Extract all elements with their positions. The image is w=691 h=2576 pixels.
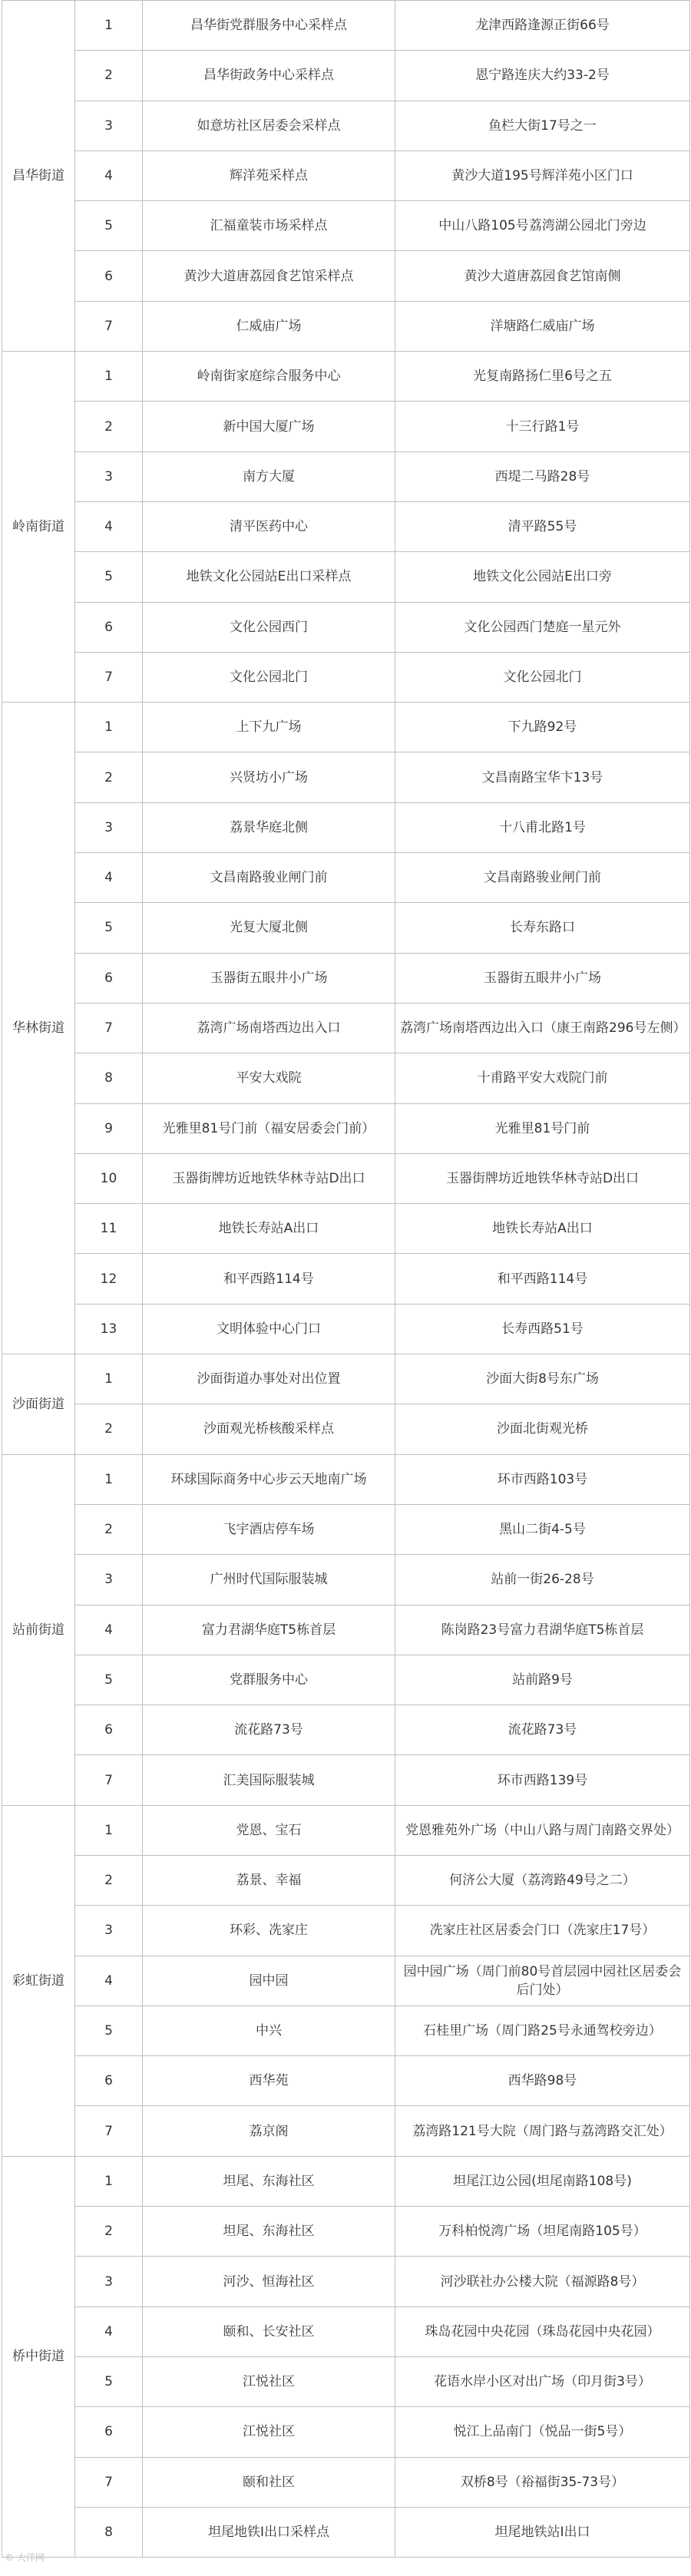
site-address-cell: 清平路55号 bbox=[395, 501, 690, 551]
site-address-cell: 黑山二街4-5号 bbox=[395, 1504, 690, 1554]
site-address-cell: 坦尾江边公园(坦尾南路108号) bbox=[395, 2156, 690, 2206]
site-address-cell: 十三行路1号 bbox=[395, 402, 690, 451]
site-name-cell: 颐和、长安社区 bbox=[143, 2306, 395, 2356]
row-number-cell: 4 bbox=[75, 1956, 143, 2006]
row-number-cell: 3 bbox=[75, 1906, 143, 1956]
table-row bbox=[2, 352, 690, 402]
site-name-cell: 文化公园西门 bbox=[143, 602, 395, 652]
site-address-cell: 何济公大厦（荔湾路49号之二） bbox=[395, 1855, 690, 1905]
row-number-cell: 2 bbox=[75, 51, 143, 101]
site-address-cell: 地铁长寿站A出口 bbox=[395, 1204, 690, 1254]
row-number-cell: 11 bbox=[75, 1204, 143, 1254]
table-row bbox=[2, 752, 690, 802]
site-name-cell: 清平医药中心 bbox=[143, 501, 395, 551]
row-number-cell: 4 bbox=[75, 150, 143, 200]
site-name-cell: 园中园 bbox=[143, 1956, 395, 2006]
table-row bbox=[2, 1, 690, 51]
row-number-cell: 7 bbox=[75, 2106, 143, 2156]
site-name-cell: 坦尾、东海社区 bbox=[143, 2156, 395, 2206]
site-address-cell: 下九路92号 bbox=[395, 703, 690, 752]
site-name-cell: 西华苑 bbox=[143, 2056, 395, 2106]
table-row bbox=[2, 1605, 690, 1655]
site-address-cell: 园中园广场（周门前80号首层园中园社区居委会后门处） bbox=[395, 1956, 690, 2006]
site-name-cell: 环球国际商务中心步云天地南广场 bbox=[143, 1454, 395, 1504]
row-number-cell: 4 bbox=[75, 1605, 143, 1655]
site-name-cell: 新中国大厦广场 bbox=[143, 402, 395, 451]
site-address-cell: 石桂里广场（周门路25号永通驾校旁边） bbox=[395, 2006, 690, 2055]
site-address-cell: 文昌南路骏业闸门前 bbox=[395, 853, 690, 903]
site-name-cell: 南方大厦 bbox=[143, 451, 395, 501]
site-name-cell: 仁威庙广场 bbox=[143, 301, 395, 351]
site-name-cell: 荔京阁 bbox=[143, 2106, 395, 2156]
row-number-cell: 1 bbox=[75, 703, 143, 752]
site-address-cell: 长寿东路口 bbox=[395, 903, 690, 953]
row-number-cell: 4 bbox=[75, 501, 143, 551]
site-address-cell: 恩宁路连庆大约33-2号 bbox=[395, 51, 690, 101]
table-row bbox=[2, 2356, 690, 2406]
table-row bbox=[2, 251, 690, 301]
street-name-cell: 华林街道 bbox=[2, 703, 75, 1354]
table-row bbox=[2, 51, 690, 101]
site-address-cell: 中山八路105号荔湾湖公园北门旁边 bbox=[395, 201, 690, 251]
table-row bbox=[2, 201, 690, 251]
site-address-cell: 党恩雅苑外广场（中山八路与周门南路交界处） bbox=[395, 1805, 690, 1855]
row-number-cell: 5 bbox=[75, 552, 143, 602]
row-number-cell: 1 bbox=[75, 1805, 143, 1855]
table-row bbox=[2, 1204, 690, 1254]
site-name-cell: 岭南街家庭综合服务中心 bbox=[143, 352, 395, 402]
row-number-cell: 2 bbox=[75, 1504, 143, 1554]
table-row bbox=[2, 1956, 690, 2006]
table-row bbox=[2, 301, 690, 351]
table-row bbox=[2, 2056, 690, 2106]
site-name-cell: 中兴 bbox=[143, 2006, 395, 2055]
site-address-cell: 黄沙大道唐荔园食艺馆南侧 bbox=[395, 251, 690, 301]
table-row bbox=[2, 552, 690, 602]
row-number-cell: 13 bbox=[75, 1304, 143, 1354]
site-address-cell: 文昌南路宝华卞13号 bbox=[395, 752, 690, 802]
site-name-cell: 黄沙大道唐荔园食艺馆采样点 bbox=[143, 251, 395, 301]
street-name-cell: 彩虹街道 bbox=[2, 1805, 75, 2156]
site-name-cell: 广州时代国际服装城 bbox=[143, 1555, 395, 1605]
site-name-cell: 荔湾广场南塔西边出入口 bbox=[143, 1003, 395, 1053]
table-row bbox=[2, 1555, 690, 1605]
row-number-cell: 4 bbox=[75, 2306, 143, 2356]
row-number-cell: 8 bbox=[75, 2507, 143, 2557]
site-address-cell: 冼家庄社区居委会门口（冼家庄17号） bbox=[395, 1906, 690, 1956]
site-address-cell: 西华路98号 bbox=[395, 2056, 690, 2106]
row-number-cell: 5 bbox=[75, 1655, 143, 1705]
row-number-cell: 1 bbox=[75, 1, 143, 51]
table-row bbox=[2, 1504, 690, 1554]
table-row bbox=[2, 2257, 690, 2306]
table-body bbox=[2, 1, 690, 2558]
site-name-cell: 流花路73号 bbox=[143, 1705, 395, 1755]
street-name-cell: 昌华街道 bbox=[2, 1, 75, 352]
table-row bbox=[2, 1454, 690, 1504]
site-address-cell: 光复南路扬仁里6号之五 bbox=[395, 352, 690, 402]
site-name-cell: 光复大厦北侧 bbox=[143, 903, 395, 953]
table-row bbox=[2, 150, 690, 200]
street-name-cell: 岭南街道 bbox=[2, 352, 75, 703]
table-row bbox=[2, 1755, 690, 1805]
row-number-cell: 2 bbox=[75, 2207, 143, 2257]
row-number-cell: 6 bbox=[75, 602, 143, 652]
site-address-cell: 玉器街五眼井小广场 bbox=[395, 953, 690, 1003]
table-row bbox=[2, 1003, 690, 1053]
row-number-cell: 3 bbox=[75, 101, 143, 150]
site-address-cell: 万科柏悦湾广场（坦尾南路105号） bbox=[395, 2207, 690, 2257]
table-row bbox=[2, 2156, 690, 2206]
site-address-cell: 西堤二马路28号 bbox=[395, 451, 690, 501]
row-number-cell: 5 bbox=[75, 2356, 143, 2406]
site-name-cell: 如意坊社区居委会采样点 bbox=[143, 101, 395, 150]
row-number-cell: 12 bbox=[75, 1254, 143, 1304]
row-number-cell: 5 bbox=[75, 2006, 143, 2055]
site-name-cell: 飞宇酒店停车场 bbox=[143, 1504, 395, 1554]
site-address-cell: 长寿西路51号 bbox=[395, 1304, 690, 1354]
table-row bbox=[2, 1254, 690, 1304]
row-number-cell: 1 bbox=[75, 1354, 143, 1404]
table-row bbox=[2, 1153, 690, 1203]
row-number-cell: 3 bbox=[75, 451, 143, 501]
site-address-cell: 文化公园北门 bbox=[395, 652, 690, 702]
site-name-cell: 沙面街道办事处对出位置 bbox=[143, 1354, 395, 1404]
row-number-cell: 1 bbox=[75, 1454, 143, 1504]
table-row bbox=[2, 2207, 690, 2257]
site-name-cell: 和平西路114号 bbox=[143, 1254, 395, 1304]
table-row bbox=[2, 1906, 690, 1956]
table-row bbox=[2, 903, 690, 953]
site-address-cell: 黄沙大道195号辉洋苑小区门口 bbox=[395, 150, 690, 200]
row-number-cell: 3 bbox=[75, 802, 143, 852]
table-row bbox=[2, 2507, 690, 2557]
row-number-cell: 8 bbox=[75, 1053, 143, 1103]
site-name-cell: 党恩、宝石 bbox=[143, 1805, 395, 1855]
site-name-cell: 江悦社区 bbox=[143, 2407, 395, 2457]
row-number-cell: 6 bbox=[75, 2407, 143, 2457]
site-name-cell: 平安大戏院 bbox=[143, 1053, 395, 1103]
site-address-cell: 沙面大街8号东广场 bbox=[395, 1354, 690, 1404]
row-number-cell: 7 bbox=[75, 301, 143, 351]
row-number-cell: 7 bbox=[75, 652, 143, 702]
table-row bbox=[2, 2106, 690, 2156]
table-row bbox=[2, 953, 690, 1003]
site-address-cell: 洋塘路仁威庙广场 bbox=[395, 301, 690, 351]
site-name-cell: 荔景华庭北侧 bbox=[143, 802, 395, 852]
table-row bbox=[2, 402, 690, 451]
row-number-cell: 7 bbox=[75, 1755, 143, 1805]
row-number-cell: 6 bbox=[75, 2056, 143, 2106]
street-name-cell: 沙面街道 bbox=[2, 1354, 75, 1455]
table-row bbox=[2, 1103, 690, 1153]
street-name-cell: 站前街道 bbox=[2, 1454, 75, 1805]
site-name-cell: 荔景、幸福 bbox=[143, 1855, 395, 1905]
row-number-cell: 7 bbox=[75, 1003, 143, 1053]
table-row bbox=[2, 501, 690, 551]
row-number-cell: 6 bbox=[75, 251, 143, 301]
table-row bbox=[2, 1655, 690, 1705]
row-number-cell: 5 bbox=[75, 903, 143, 953]
row-number-cell: 1 bbox=[75, 352, 143, 402]
site-address-cell: 玉器街牌坊近地铁华林寺站D出口 bbox=[395, 1153, 690, 1203]
site-address-cell: 文化公园西门楚庭一星元外 bbox=[395, 602, 690, 652]
site-address-cell: 陈岗路23号富力君湖华庭T5栋首层 bbox=[395, 1605, 690, 1655]
row-number-cell: 7 bbox=[75, 2457, 143, 2507]
row-number-cell: 3 bbox=[75, 2257, 143, 2306]
site-address-cell: 地铁文化公园站E出口旁 bbox=[395, 552, 690, 602]
site-address-cell: 十八甫北路1号 bbox=[395, 802, 690, 852]
table-row bbox=[2, 1705, 690, 1755]
site-address-cell: 环市西路139号 bbox=[395, 1755, 690, 1805]
site-address-cell: 站前一街26-28号 bbox=[395, 1555, 690, 1605]
site-name-cell: 坦尾地铁I出口采样点 bbox=[143, 2507, 395, 2557]
table-row bbox=[2, 2457, 690, 2507]
table-row bbox=[2, 1304, 690, 1354]
site-address-cell: 双桥8号（裕福街35-73号） bbox=[395, 2457, 690, 2507]
row-number-cell: 6 bbox=[75, 1705, 143, 1755]
site-address-cell: 鱼栏大街17号之一 bbox=[395, 101, 690, 150]
table-row bbox=[2, 602, 690, 652]
row-number-cell: 4 bbox=[75, 853, 143, 903]
site-address-cell: 沙面北街观光桥 bbox=[395, 1404, 690, 1454]
site-name-cell: 辉洋苑采样点 bbox=[143, 150, 395, 200]
site-name-cell: 汇美国际服装城 bbox=[143, 1755, 395, 1805]
site-address-cell: 荔湾广场南塔西边出入口（康王南路296号左侧） bbox=[395, 1003, 690, 1053]
table-row bbox=[2, 2306, 690, 2356]
site-name-cell: 河沙、恒海社区 bbox=[143, 2257, 395, 2306]
row-number-cell: 1 bbox=[75, 2156, 143, 2206]
site-name-cell: 富力君湖华庭T5栋首层 bbox=[143, 1605, 395, 1655]
site-name-cell: 昌华街政务中心采样点 bbox=[143, 51, 395, 101]
table-row bbox=[2, 2407, 690, 2457]
site-address-cell: 十甫路平安大戏院门前 bbox=[395, 1053, 690, 1103]
table-row bbox=[2, 802, 690, 852]
site-address-cell: 流花路73号 bbox=[395, 1705, 690, 1755]
site-name-cell: 文化公园北门 bbox=[143, 652, 395, 702]
site-name-cell: 沙面观光桥核酸采样点 bbox=[143, 1404, 395, 1454]
testing-sites-table-container bbox=[2, 0, 689, 2558]
row-number-cell: 6 bbox=[75, 953, 143, 1003]
row-number-cell: 2 bbox=[75, 752, 143, 802]
table-row bbox=[2, 853, 690, 903]
site-name-cell: 江悦社区 bbox=[143, 2356, 395, 2406]
street-name-cell: 桥中街道 bbox=[2, 2156, 75, 2557]
site-name-cell: 玉器街牌坊近地铁华林寺站D出口 bbox=[143, 1153, 395, 1203]
site-address-cell: 龙津西路逢源正街66号 bbox=[395, 1, 690, 51]
site-address-cell: 河沙联社办公楼大院（福源路8号） bbox=[395, 2257, 690, 2306]
site-name-cell: 昌华街党群服务中心采样点 bbox=[143, 1, 395, 51]
site-name-cell: 汇福童装市场采样点 bbox=[143, 201, 395, 251]
site-name-cell: 党群服务中心 bbox=[143, 1655, 395, 1705]
table-row bbox=[2, 451, 690, 501]
site-name-cell: 地铁长寿站A出口 bbox=[143, 1204, 395, 1254]
site-address-cell: 荔湾路121号大院（周门路与荔湾路交汇处） bbox=[395, 2106, 690, 2156]
site-address-cell: 站前路9号 bbox=[395, 1655, 690, 1705]
site-name-cell: 光雅里81号门前（福安居委会门前） bbox=[143, 1103, 395, 1153]
testing-sites-table bbox=[2, 0, 690, 2558]
site-name-cell: 环彩、冼家庄 bbox=[143, 1906, 395, 1956]
row-number-cell: 5 bbox=[75, 201, 143, 251]
site-name-cell: 坦尾、东海社区 bbox=[143, 2207, 395, 2257]
row-number-cell: 9 bbox=[75, 1103, 143, 1153]
table-row bbox=[2, 703, 690, 752]
row-number-cell: 2 bbox=[75, 1404, 143, 1454]
table-row bbox=[2, 652, 690, 702]
table-row bbox=[2, 1354, 690, 1404]
site-name-cell: 文明体验中心门口 bbox=[143, 1304, 395, 1354]
site-name-cell: 文昌南路骏业闸门前 bbox=[143, 853, 395, 903]
site-address-cell: 珠岛花园中央花园（珠岛花园中央花园） bbox=[395, 2306, 690, 2356]
site-name-cell: 上下九广场 bbox=[143, 703, 395, 752]
table-row bbox=[2, 1404, 690, 1454]
table-row bbox=[2, 101, 690, 150]
row-number-cell: 3 bbox=[75, 1555, 143, 1605]
watermark-text: © 大洋网 bbox=[5, 2552, 45, 2563]
site-name-cell: 地铁文化公园站E出口采样点 bbox=[143, 552, 395, 602]
site-name-cell: 兴贤坊小广场 bbox=[143, 752, 395, 802]
site-address-cell: 光雅里81号门前 bbox=[395, 1103, 690, 1153]
site-address-cell: 环市西路103号 bbox=[395, 1454, 690, 1504]
table-row bbox=[2, 1053, 690, 1103]
site-address-cell: 悦江上品南门（悦品一街5号） bbox=[395, 2407, 690, 2457]
site-address-cell: 坦尾地铁站I出口 bbox=[395, 2507, 690, 2557]
row-number-cell: 2 bbox=[75, 1855, 143, 1905]
row-number-cell: 10 bbox=[75, 1153, 143, 1203]
table-row bbox=[2, 1805, 690, 1855]
site-name-cell: 玉器街五眼井小广场 bbox=[143, 953, 395, 1003]
row-number-cell: 2 bbox=[75, 402, 143, 451]
table-row bbox=[2, 1855, 690, 1905]
site-address-cell: 和平西路114号 bbox=[395, 1254, 690, 1304]
site-address-cell: 花语水岸小区对出广场（印月街3号） bbox=[395, 2356, 690, 2406]
table-row bbox=[2, 2006, 690, 2055]
site-name-cell: 颐和社区 bbox=[143, 2457, 395, 2507]
